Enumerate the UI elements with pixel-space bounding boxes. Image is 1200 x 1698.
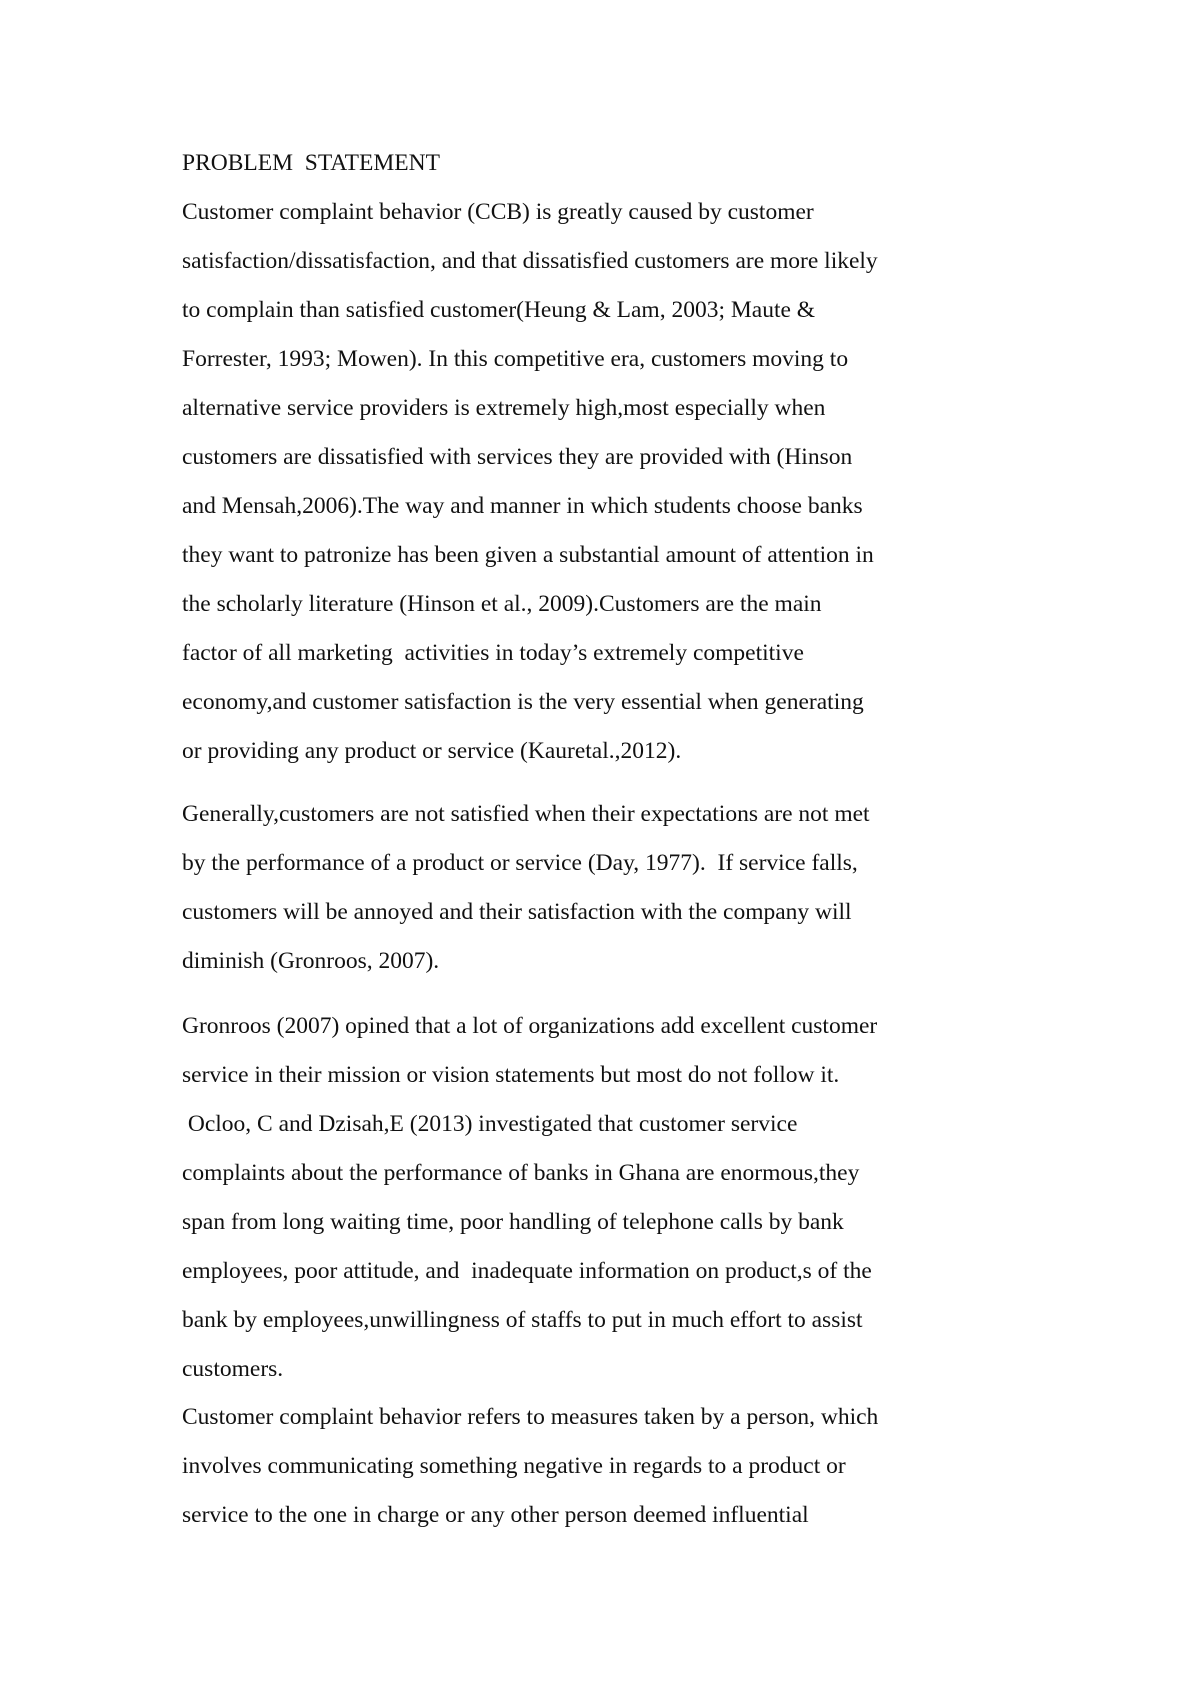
text-line: customers are dissatisfied with services they are provided with (Hinson: [182, 444, 853, 470]
text-line: employees, poor attitude, and inadequate information on product,s of the: [182, 1258, 872, 1284]
text-line: Forrester, 1993; Mowen). In this competitive era, customers moving to: [182, 346, 849, 372]
text-line: service in their mission or vision statements but most do not follow it.: [182, 1062, 840, 1088]
text-line: Customer complaint behavior refers to measures taken by a person, which: [182, 1404, 879, 1430]
text-line: satisfaction/dissatisfaction, and that dissatisfied customers are more likely: [182, 248, 878, 274]
text-line: Generally,customers are not satisfied when their expectations are not met: [182, 801, 870, 827]
text-line: span from long waiting time, poor handling of telephone calls by bank: [182, 1209, 844, 1235]
text-line: to complain than satisfied customer(Heung & Lam, 2003; Maute &: [182, 297, 816, 323]
text-line: customers will be annoyed and their satisfaction with the company will: [182, 899, 852, 925]
page-title: PROBLEM STATEMENT: [182, 150, 440, 176]
text-line: diminish (Gronroos, 2007).: [182, 948, 440, 974]
text-line: Gronroos (2007) opined that a lot of organizations add excellent customer: [182, 1013, 878, 1039]
text-line: customers.: [182, 1356, 284, 1382]
text-line: service to the one in charge or any other person deemed influential: [182, 1502, 809, 1528]
text-line: involves communicating something negative in regards to a product or: [182, 1453, 846, 1479]
text-line: or providing any product or service (Kauretal.,2012).: [182, 738, 682, 764]
text-line: and Mensah,2006).The way and manner in which students choose banks: [182, 493, 863, 519]
text-line: economy,and customer satisfaction is the very essential when generating: [182, 689, 864, 715]
text-line: Ocloo, C and Dzisah,E (2013) investigated that customer service: [182, 1111, 798, 1137]
text-line: by the performance of a product or service (Day, 1977). If service falls,: [182, 850, 858, 876]
text-line: the scholarly literature (Hinson et al., 2009).Customers are the main: [182, 591, 822, 617]
text-line: Customer complaint behavior (CCB) is greatly caused by customer: [182, 199, 814, 225]
text-line: complaints about the performance of banks in Ghana are enormous,they: [182, 1160, 860, 1186]
text-line: alternative service providers is extremely high,most especially when: [182, 395, 826, 421]
text-line: they want to patronize has been given a substantial amount of attention in: [182, 542, 874, 568]
text-line: factor of all marketing activities in today’s extremely competitive: [182, 640, 804, 666]
text-line: bank by employees,unwillingness of staffs to put in much effort to assist: [182, 1307, 863, 1333]
